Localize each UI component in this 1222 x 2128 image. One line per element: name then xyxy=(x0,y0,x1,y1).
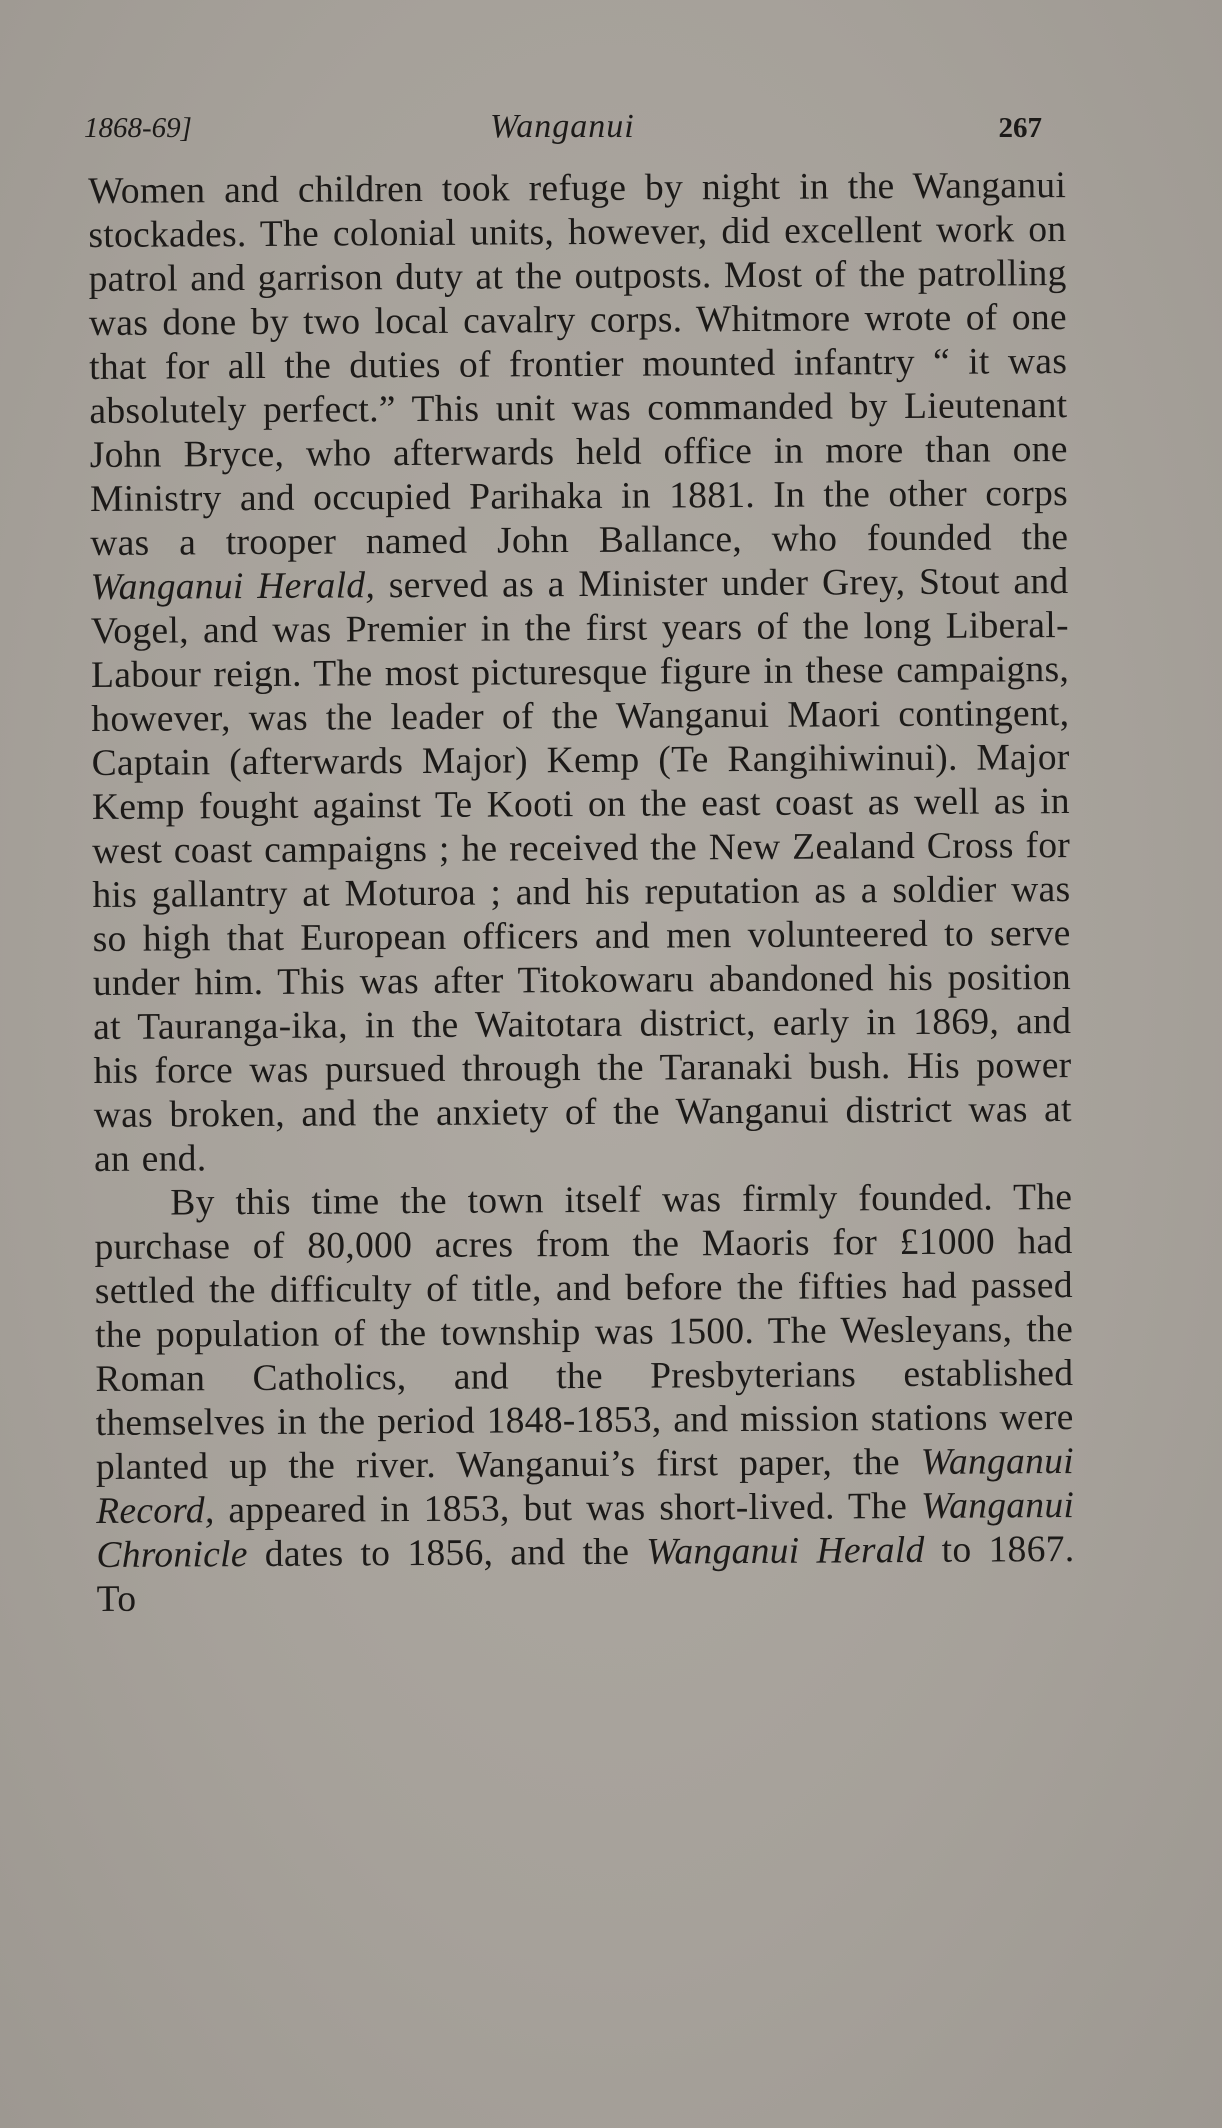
paragraph-2-text-a: By this time the town itself was firmly founded. The purchase of 80,000 acres from the Maoris for £1000 had settled the difficulty of title, and before the fifties had passed the population of the township was 1500. The Wesleyans, the Roman Catholics, and the Presbyterians established themselves in the period 1848-1853, and mission stations were planted up the river. Wanganui’s first paper, the xyxy=(94,1177,1074,1488)
body-text xyxy=(88,164,1075,1622)
page-number: 267 xyxy=(998,112,1042,144)
paragraph-1-italic-title: Wanganui Herald, xyxy=(90,565,376,608)
header-dates: 1868-69] xyxy=(84,112,192,144)
paragraph-2-italic-record: Wanganui Record, xyxy=(96,1441,1075,1532)
paragraph-1-text-b: served as a Minister under Grey, Stout and Vogel, and was Premier in the first years of the long Liberal-Labour reign. The most picturesque figure in these campaigns, however, was the leader of the Wanganui Maori contingent, Captain (afterwards Major) Kemp (Te Rangihiwinui). Major Kemp fought against Te Kooti on the east coast as well as in west coast campaigns ; he received the New Zealand Cross for his gallantry at Moturoa ; and his reputation as a soldier was so high that European officers and men volunteered to serve under him. This was after Titokowaru abandoned his position at Tauranga-ika, in the Waitotara district, early in 1869, and his force was pursued through the Taranaki bush. His power was broken, and the anxiety of the Wanganui district was at an end. xyxy=(90,561,1072,1180)
running-head xyxy=(84,108,1064,152)
paragraph-1-text-a: Women and children took refuge by night in the Wanganui stockades. The colonial units, however, did excellent work on patrol and garrison duty at the outposts. Most of the patrolling was done by two local cavalry corps. Whitmore wrote of one that for all the duties of frontier mounted infantry “ it was absolutely perfect.” This unit was commanded by Lieutenant John Bryce, who afterwards held office in more than one Ministry and occupied Parihaka in 1881. In the other corps was a trooper named John Ballance, who founded the xyxy=(88,165,1069,564)
paragraph-2 xyxy=(94,1176,1075,1622)
paragraph-2-text-c: dates to 1856, and the xyxy=(247,1531,647,1576)
paragraph-1 xyxy=(88,164,1072,1182)
paragraph-2-text-d: to 1867. To xyxy=(96,1529,1075,1620)
paragraph-2-text-b: appeared in 1853, but was short-lived. The xyxy=(214,1485,922,1532)
header-title: Wanganui xyxy=(490,108,635,145)
paragraph-2-italic-herald: Wanganui Herald xyxy=(646,1529,925,1573)
paragraph-2-italic-chronicle: Wanganui Chronicle xyxy=(96,1485,1075,1576)
